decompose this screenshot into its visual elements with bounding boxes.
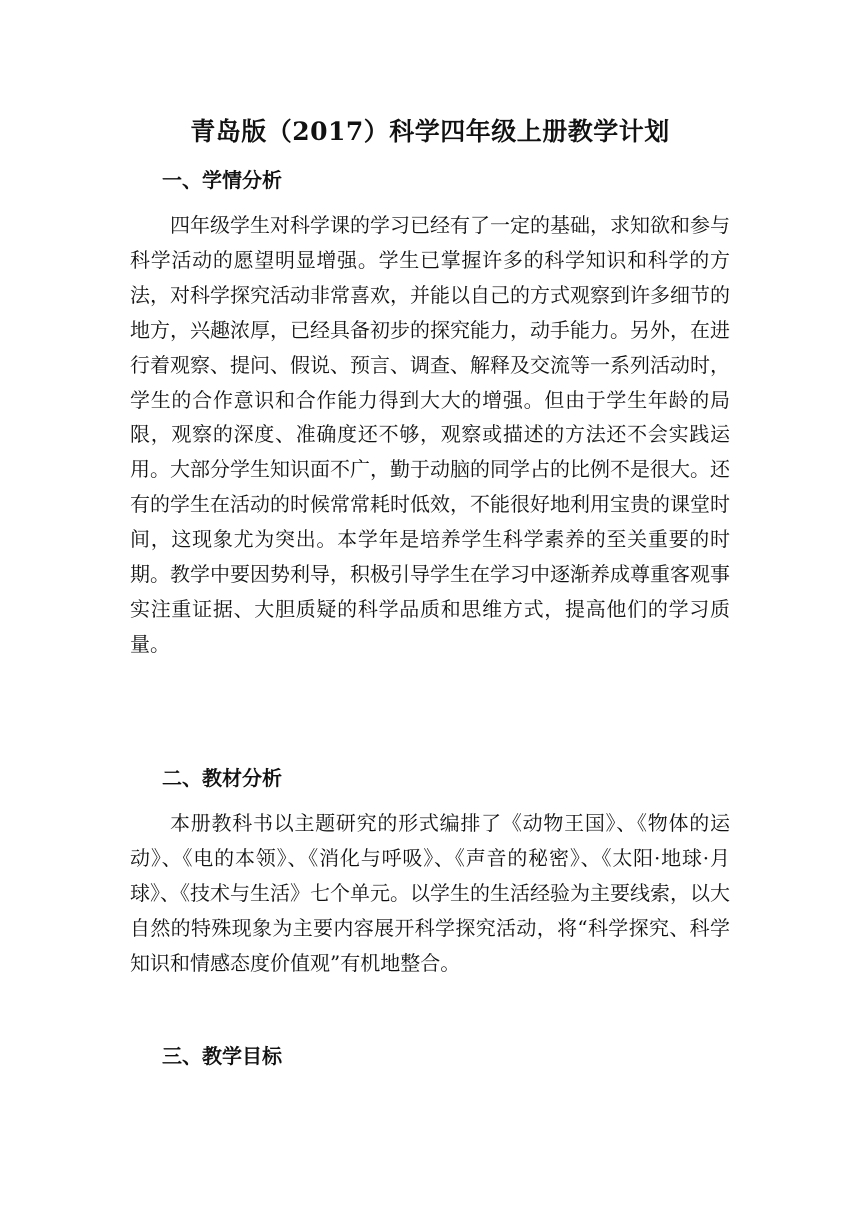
section-heading-textbook-analysis: 二、教材分析 — [162, 766, 282, 790]
section-heading-student-analysis: 一、学情分析 — [162, 168, 282, 192]
section-heading-teaching-goals: 三、教学目标 — [162, 1044, 282, 1068]
section-paragraph-textbook-analysis: 本册教科书以主题研究的形式编排了《动物王国》、《物体的运动》、《电的本领》、《消化与呼吸》、《声音的秘密》、《太阳·地球·月球》、《技术与生活》七个单元。以学生的生活经验为主要线索，以大自然的特殊现象为主要内容展开科学探究活动，将“科学探究、科学知识和情感态度价值观”有机地整合。 — [130, 811, 730, 975]
document-title: 青岛版（2017）科学四年级上册教学计划 — [190, 117, 670, 146]
section-paragraph-student-analysis: 四年级学生对科学课的学习已经有了一定的基础，求知欲和参与科学活动的愿望明显增强。学生已掌握许多的科学知识和科学的方法，对科学探究活动非常喜欢，并能以自己的方式观察到许多细节的地方，兴趣浓厚，已经具备初步的探究能力，动手能力。另外，在进行着观察、提问、假说、预言、调查、解释及交流等一系列活动时，学生的合作意识和合作能力得到大大的增强。但由于学生年龄的局限，观察的深度、准确度还不够，观察或描述的方法还不会实践运用。大部分学生知识面不广，勤于动脑的同学占的比例不是很大。还有的学生在活动的时候常常耗时低效，不能很好地利用宝贵的课堂时间，这现象尤为突出。本学年是培养学生科学素养的至关重要的时期。教学中要因势利导，积极引导学生在学习中逐渐养成尊重客观事实注重证据、大胆质疑的科学品质和思维方式，提高他们的学习质量。 — [130, 213, 730, 656]
